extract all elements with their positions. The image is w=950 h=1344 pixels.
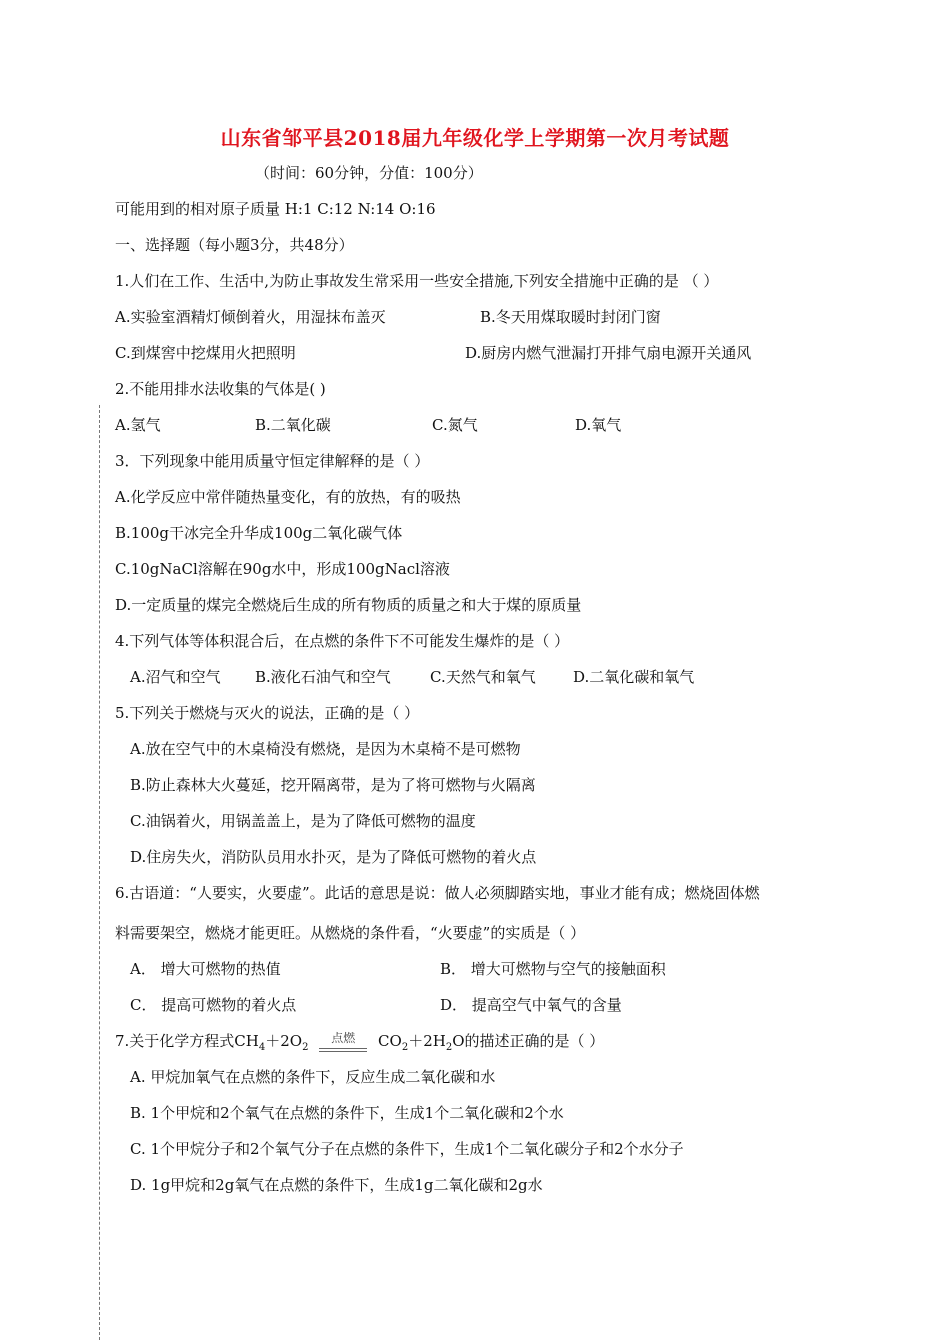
question-5-option-d: D.住房失火，消防队员用水扑灭，是为了降低可燃物的着火点 — [130, 848, 537, 866]
question-1-option-c: C.到煤窖中挖煤用火把照明 — [115, 344, 296, 362]
q7-sub-2c: 2 — [445, 1042, 453, 1053]
question-3-option-c: C.10gNaCl溶解在90g水中，形成100gNacl溶液 — [115, 560, 450, 578]
question-3-option-d: D.一定质量的煤完全燃烧后生成的所有物质的质量之和大于煤的原质量 — [115, 596, 582, 614]
question-7-option-b: B. 1个甲烷和2个氧气在点燃的条件下，生成1个二氧化碳和2个水 — [130, 1104, 564, 1122]
question-4-option-a: A.沼气和空气 — [130, 668, 221, 686]
question-3-stem: 3．下列现象中能用质量守恒定律解释的是（ ） — [115, 452, 430, 470]
question-2-option-d: D.氧气 — [575, 416, 622, 434]
question-1-stem: 1.人们在工作、生活中,为防止事故发生常采用一些安全措施,下列安全措施中正确的是 （ ） — [115, 272, 719, 290]
question-1-option-a: A.实验室酒精灯倾倒着火，用湿抹布盖灭 — [115, 308, 386, 326]
question-4-stem: 4.下列气体等体积混合后，在点燃的条件下不可能发生爆炸的是（ ） — [115, 632, 570, 650]
section-heading: 一、选择题（每小题3分，共48分） — [115, 236, 354, 254]
question-1-option-b: B.冬天用煤取暖时封闭门窗 — [480, 308, 661, 326]
question-7-option-c: C. 1个甲烷分子和2个氧气分子在点燃的条件下，生成1个二氧化碳分子和2个水分子 — [130, 1140, 684, 1158]
question-6-option-b: B． 增大可燃物与空气的接触面积 — [440, 960, 666, 978]
question-6-stem-line2: 料需要架空，燃烧才能更旺。从燃烧的条件看，“火要虚”的实质是（ ） — [115, 924, 586, 942]
exam-time-score: （时间：60分钟，分值：100分） — [255, 164, 483, 182]
q7-text-pre: 7.关于化学方程式CH — [115, 1032, 259, 1050]
question-2-stem: 2.不能用排水法收集的气体是( ) — [115, 380, 326, 398]
question-2-option-b: B.二氧化碳 — [255, 416, 331, 434]
question-2-option-c: C.氮气 — [432, 416, 478, 434]
question-2-option-a: A.氢气 — [115, 416, 161, 434]
question-7-option-a: A. 甲烷加氧气在点燃的条件下，反应生成二氧化碳和水 — [130, 1068, 496, 1086]
question-1-option-d: D.厨房内燃气泄漏打开排气扇电源开关通风 — [465, 344, 752, 362]
reaction-condition: 点燃 — [313, 1028, 373, 1048]
question-5-option-a: A.放在空气中的木桌椅没有燃烧，是因为木桌椅不是可燃物 — [130, 740, 521, 758]
atomic-mass-line: 可能用到的相对原子质量 H:1 C:12 N:14 O:16 — [115, 200, 436, 218]
binding-margin-dashed-line — [99, 405, 100, 1340]
exam-title: 山东省邹平县2018届九年级化学上学期第一次月考试题 — [220, 126, 730, 150]
q7-plus-o: ＋2O — [265, 1032, 303, 1050]
question-4-option-d: D.二氧化碳和氧气 — [573, 668, 695, 686]
q7-text-post: O的描述正确的是（ ） — [452, 1032, 605, 1050]
question-3-option-b: B.100g干冰完全升华成100g二氧化碳气体 — [115, 524, 403, 542]
question-7-stem — [115, 1031, 604, 1058]
q7-co: CO — [378, 1032, 402, 1050]
q7-sub-2: 2 — [302, 1042, 309, 1053]
question-5-stem: 5.下列关于燃烧与灭火的说法，正确的是（ ） — [115, 704, 420, 722]
question-4-option-c: C.天然气和氧气 — [430, 668, 536, 686]
q7-h2o: ＋2H — [408, 1032, 446, 1050]
question-6-option-d: D． 提高空气中氧气的含量 — [440, 996, 622, 1014]
question-6-stem-line1: 6.古语道：“人要实，火要虚”。此话的意思是说：做人必须脚踏实地，事业才能有成；燃烧固体燃 — [115, 884, 760, 902]
q7-sub-2b: 2 — [401, 1042, 409, 1053]
question-6-option-a: A． 增大可燃物的热值 — [130, 960, 281, 978]
question-6-option-c: C． 提高可燃物的着火点 — [130, 996, 297, 1014]
q7-sub-4: 4 — [258, 1042, 266, 1053]
question-5-option-b: B.防止森林大火蔓延，挖开隔离带，是为了将可燃物与火隔离 — [130, 776, 536, 794]
question-7-option-d: D. 1g甲烷和2g氧气在点燃的条件下，生成1g二氧化碳和2g水 — [130, 1176, 543, 1194]
question-3-option-a: A.化学反应中常伴随热量变化，有的放热，有的吸热 — [115, 488, 461, 506]
question-5-option-c: C.油锅着火，用锅盖盖上，是为了降低可燃物的温度 — [130, 812, 476, 830]
question-4-option-b: B.液化石油气和空气 — [255, 668, 391, 686]
